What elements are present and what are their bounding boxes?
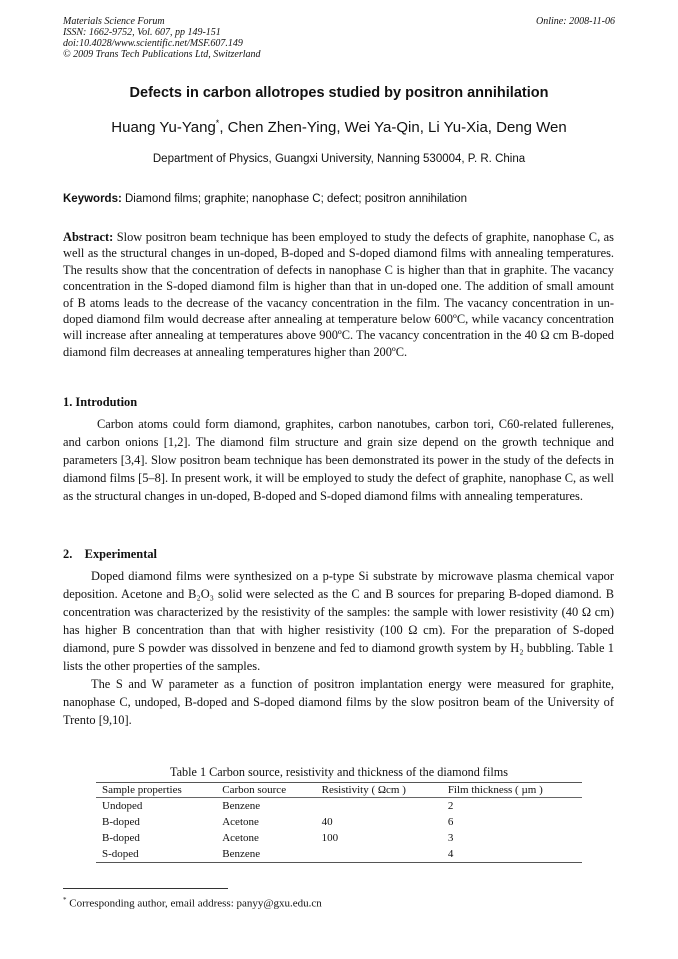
col-header: Film thickness ( µm ) <box>442 783 582 798</box>
cell: 6 <box>447 816 454 828</box>
other-authors: , Chen Zhen-Ying, Wei Ya-Qin, Li Yu-Xia, Deng Wen <box>219 119 567 136</box>
col-header: Resistivity ( Ωcm ) <box>316 783 442 798</box>
cell: B-doped <box>102 816 140 828</box>
table-row <box>96 846 582 863</box>
table-row <box>96 830 582 846</box>
cell: Acetone <box>222 816 259 828</box>
table-header-row <box>96 783 582 798</box>
intro-section <box>63 395 614 505</box>
cell: 40 <box>321 816 333 828</box>
table-row <box>96 814 582 830</box>
cell: 100 <box>321 832 339 844</box>
doi: doi:10.4028/www.scientific.net/MSF.607.149 <box>63 38 243 49</box>
issn: ISSN: 1662-9752, Vol. 607, pp 149-151 <box>63 27 221 38</box>
abstract-label: Abstract: <box>63 230 114 244</box>
abstract <box>63 229 614 360</box>
journal-name: Materials Science Forum <box>63 16 165 27</box>
footnote-text: Corresponding author, email address: panyy@gxu.edu.cn <box>66 897 322 910</box>
experimental-heading: 2. Experimental <box>63 547 157 561</box>
cell: Undoped <box>102 800 143 812</box>
cell: 2 <box>447 800 454 812</box>
experimental-paragraph-1: Doped diamond films were synthesized on a p-type Si substrate by microwave plasma chemical vapor deposition. Acetone and B₂O₃ solid were selected as the C and B sources for preparing B-doped diamond. B concentration was characterized by the resistivity of the samples: the sample with lower resistivity (40 Ω cm) has higher B concentration than that with higher resistivity (100 Ω cm). For the preparation of S-doped diamond, pure S powder was dissolved in benzene and fed to diamond growth system by H₂ bubbling. Table 1 lists the other properties of the samples. <box>63 569 614 673</box>
cell: S-doped <box>102 848 139 860</box>
cell: Acetone <box>222 832 259 844</box>
affiliation: Department of Physics, Guangxi University, Nanning 530004, P. R. China <box>152 153 526 165</box>
experimental-section <box>63 547 614 729</box>
footnote <box>63 896 322 910</box>
abstract-text: Slow positron beam technique has been employed to study the defects of graphite, nanophase C, as well as the structural changes in un-doped, B-doped and S-doped diamond films with annealing temperatures. The results show that the concentration of defects in nanophase C is higher than that in graphite. The vacancy concentration in the S-doped diamond film is higher than that in un-doped one. The addition of small amount of B atoms leads to the decrease of the vacancy concentration in the film. The vacancy concentration in un-doped diamond film would decrease after annealing at temperature below 600ºC, while vacancy concentration will increase after annealing at temperatures above 900ºC. The vacancy concentration in the 40 Ω cm B-doped diamond film decreases at annealing temperatures higher than 200ºC. <box>63 230 614 359</box>
cell <box>316 798 442 815</box>
keywords-label: Keywords: <box>63 193 122 205</box>
journal-header <box>63 16 614 60</box>
online-date: Online: 2008-11-06 <box>536 16 615 27</box>
paper-title: Defects in carbon allotropes studied by positron annihilation <box>129 85 549 101</box>
intro-heading: 1. Introdution <box>63 395 138 409</box>
first-author: Huang Yu-Yang <box>111 119 216 136</box>
table-row <box>96 798 582 815</box>
cell: 3 <box>447 832 454 844</box>
cell: Benzene <box>222 848 261 860</box>
authors <box>0 118 678 136</box>
copyright: © 2009 Trans Tech Publications Ltd, Switzerland <box>63 49 261 60</box>
cell: Benzene <box>222 800 261 812</box>
experimental-paragraph-2: The S and W parameter as a function of positron implantation energy were measured for graphite, nanophase C, undoped, B-doped and S-doped diamond films by the slow positron beam of the University of Trento [9,10]. <box>63 677 614 727</box>
footnote-mark: * <box>63 896 67 904</box>
cell: B-doped <box>102 832 140 844</box>
cell <box>316 846 442 863</box>
footnote-divider <box>63 888 228 889</box>
cell: 4 <box>447 848 454 860</box>
intro-paragraph: Carbon atoms could form diamond, graphites, carbon nanotubes, carbon tori, C60-related fullerenes, and carbon onions [1,2]. The diamond film structure and grain size depend on the growth technique and parameters [3,4]. Slow positron beam technique has been demonstrated its power in the study of the defects in diamond films [5–8]. In present work, it will be employed to study the defect of graphite, nanophase C, as well as the structural changes in un-doped, B-doped and S-doped diamond films with annealing temperatures. <box>63 417 614 503</box>
keywords <box>63 193 614 205</box>
properties-table <box>96 782 582 863</box>
table-caption: Table 1 Carbon source, resistivity and thickness of the diamond films <box>170 765 508 779</box>
col-header: Sample properties <box>96 783 216 798</box>
keywords-text: Diamond films; graphite; nanophase C; defect; positron annihilation <box>121 193 467 205</box>
corresponding-mark: * <box>215 118 220 128</box>
col-header: Carbon source <box>216 783 315 798</box>
